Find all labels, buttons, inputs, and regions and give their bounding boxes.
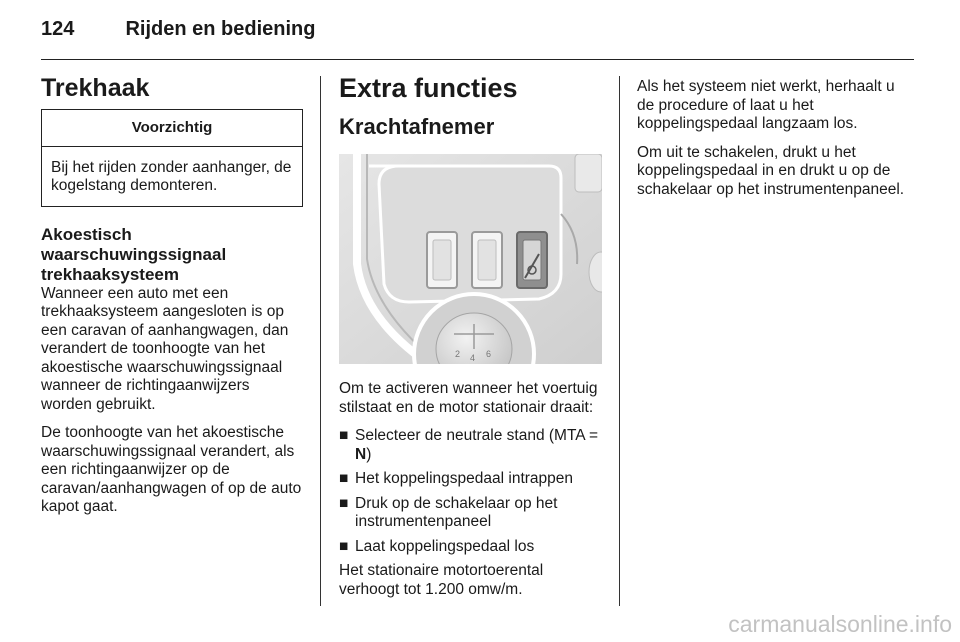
paragraph-intro: Om te activeren wanneer het voertuig stilstaat en de motor stationair draait: bbox=[339, 380, 598, 416]
caution-heading: Voorzichtig bbox=[42, 110, 302, 147]
list-item bbox=[339, 427, 604, 464]
gear-label: 4 bbox=[470, 353, 476, 363]
subtitle-krachtafnemer: Krachtafnemer bbox=[339, 114, 495, 139]
paragraph: Wanneer een auto met een trekhaaksysteem aangesloten is op een caravan of aanhangwagen, dan verandert de toonhoogte van het akoestische waarschuwingssignaal wanneer de richtingaanwijzers worden gebruikt. bbox=[41, 284, 289, 413]
paragraph: De toonhoogte van het akoestische waarschuwingssignaal verandert, als een richtingaanwijzer op de caravan/aanhangwagen of op de auto kapot gaat. bbox=[41, 424, 302, 515]
gear-label: 6 bbox=[486, 349, 492, 359]
column-divider bbox=[320, 76, 321, 606]
subheading-akoestisch bbox=[41, 225, 303, 285]
column-trekhaak bbox=[41, 72, 303, 527]
switch-1 bbox=[427, 232, 457, 288]
paragraph: Als het systeem niet werkt, herhaalt u de procedure of laat u het koppelingspedaal langzaam los. bbox=[637, 78, 895, 132]
column-right bbox=[637, 78, 907, 209]
steps-list bbox=[339, 427, 604, 556]
instrument-panel-illustration bbox=[339, 154, 602, 364]
column-extra-functies bbox=[339, 72, 604, 609]
caution-box bbox=[41, 109, 303, 207]
list-item bbox=[339, 470, 604, 489]
subheading-line: trekhaaksysteem bbox=[41, 264, 179, 284]
bullet-icon: ■ bbox=[339, 494, 349, 512]
gear-label: 2 bbox=[455, 349, 461, 359]
bullet-icon: ■ bbox=[339, 537, 349, 555]
bullet-icon: ■ bbox=[339, 470, 349, 487]
column-divider bbox=[619, 76, 620, 606]
section-title-extra-functies: Extra functies bbox=[339, 73, 518, 103]
step-text: Selecteer de neutrale stand (MTA = bbox=[355, 427, 599, 444]
bullet-icon: ■ bbox=[339, 427, 349, 444]
page-number: 124 bbox=[41, 18, 75, 40]
paragraph-outro: Het stationaire motortoerental verhoogt tot 1.200 omw/m. bbox=[339, 562, 544, 598]
section-title-trekhaak: Trekhaak bbox=[41, 74, 150, 102]
subheading-line: Akoestisch bbox=[41, 224, 132, 244]
header-rule bbox=[41, 59, 914, 60]
page-header bbox=[41, 18, 315, 48]
switch-2 bbox=[472, 232, 502, 288]
subheading-line: waarschuwingssignaal bbox=[41, 244, 227, 264]
paragraph: Om uit te schakelen, drukt u het koppelingspedaal in en drukt u op de schakelaar op het instrumentenpaneel. bbox=[637, 143, 905, 198]
step-text: Het koppelingspedaal intrappen bbox=[355, 470, 574, 487]
step-text: Laat koppelingspedaal los bbox=[355, 537, 535, 555]
step-bold: N bbox=[355, 445, 367, 463]
step-text: Druk op de schakelaar op het instrumentenpaneel bbox=[355, 494, 558, 530]
list-item bbox=[339, 495, 604, 532]
list-item bbox=[339, 538, 604, 557]
caution-text: Bij het rijden zonder aanhanger, de kogelstang demonteren. bbox=[51, 158, 292, 194]
figure-instrument-panel bbox=[339, 154, 602, 364]
pto-switch bbox=[517, 232, 547, 288]
step-after: ) bbox=[366, 445, 372, 463]
chapter-title: Rijden en bediening bbox=[125, 18, 316, 40]
watermark: carmanualsonline.info bbox=[728, 611, 952, 637]
